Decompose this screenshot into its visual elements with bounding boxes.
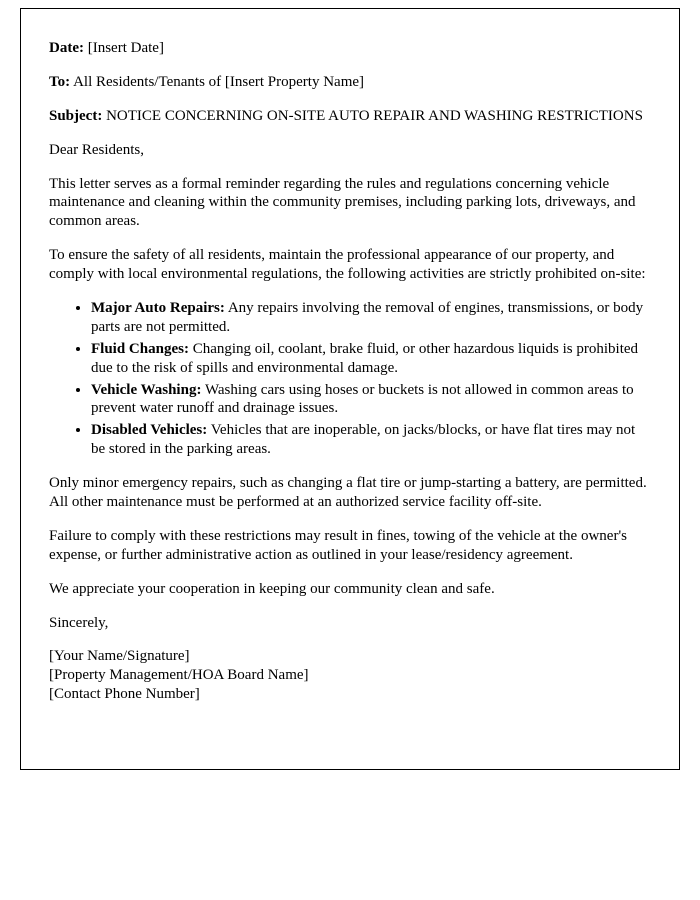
subject-line (49, 107, 651, 126)
bullet-term: Fluid Changes: (91, 340, 189, 357)
bullet-term: Vehicle Washing: (91, 381, 202, 398)
signature-phone: [Contact Phone Number] (49, 686, 200, 703)
to-line (49, 73, 651, 92)
list-item (91, 421, 651, 459)
list-item (91, 299, 651, 337)
list-item (91, 340, 651, 378)
signature-org: [Property Management/HOA Board Name] (49, 667, 309, 684)
bullet-text: Any repairs involving the removal of engines, transmissions, or body parts are not permitted. (91, 300, 644, 335)
letter-document (20, 8, 680, 770)
date-label: Date: (49, 40, 84, 56)
bullet-text: Vehicles that are inoperable, on jacks/blocks, or have flat tires may not be stored in the parking areas. (91, 422, 636, 458)
bullet-text: Washing cars using hoses or buckets is not allowed in common areas to prevent water runoff and drainage issues. (91, 381, 634, 417)
prohibited-activities-list (49, 299, 651, 459)
bullet-term: Disabled Vehicles: (91, 422, 208, 439)
list-item (91, 381, 651, 419)
paragraph-exceptions: Only minor emergency repairs, such as changing a flat tire or jump-starting a battery, are permitted. All other maintenance must be performed at an authorized service facility off-site. (49, 475, 647, 511)
to-label: To: (49, 73, 71, 90)
paragraph-thanks: We appreciate your cooperation in keeping our community clean and safe. (49, 580, 495, 597)
salutation: Dear Residents, (49, 141, 144, 158)
paragraph-consequences: Failure to comply with these restrictions may result in fines, towing of the vehicle at the owner's expense, or further administrative action as outlined in your lease/residency agreement. (49, 527, 627, 563)
subject-value: NOTICE CONCERNING ON-SITE AUTO REPAIR AND WASHING RESTRICTIONS (106, 107, 643, 124)
paragraph-intro: This letter serves as a formal reminder regarding the rules and regulations concerning vehicle maintenance and cleaning within the community premises, including parking lots, driveways, and common areas. (49, 175, 636, 230)
paragraph-prohibited-intro: To ensure the safety of all residents, maintain the professional appearance of our property, and comply with local environmental regulations, the following activities are strictly prohibited on-site: (49, 247, 646, 283)
bullet-term: Major Auto Repairs: (91, 300, 225, 317)
signature-name: [Your Name/Signature] (49, 648, 190, 665)
to-value: All Residents/Tenants of [Insert Property Name] (73, 73, 365, 90)
signature-block (49, 647, 651, 704)
closing: Sincerely, (49, 614, 109, 631)
subject-label: Subject: (49, 107, 103, 124)
bullet-text: Changing oil, coolant, brake fluid, or other hazardous liquids is prohibited due to the risk of spills and environmental damage. (91, 340, 639, 376)
date-line (49, 39, 651, 58)
date-value: [Insert Date] (87, 40, 164, 56)
